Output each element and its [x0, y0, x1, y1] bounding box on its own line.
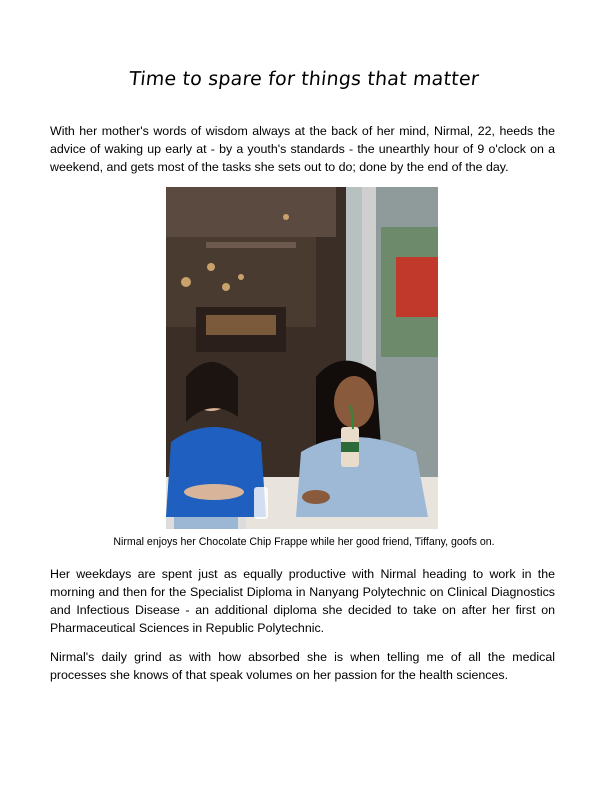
cafe-photo [166, 187, 438, 529]
paragraph-weekdays: Her weekdays are spent just as equally productive with Nirmal heading to work in the morning and then for the Specialist Diploma in Nanyang Polytechnic on Clinical Diagnostics and Infectious Disease - an additional diploma she decided to take on after her first on Pharmaceutical Sciences in Republic Polytechnic. [50, 567, 555, 635]
paragraph-daily-grind: Nirmal's daily grind as with how absorbed she is when telling me of all the medical processes she knows of that speak volumes on her passion for the health sciences. [50, 650, 555, 682]
cafe-photo-illustration [166, 187, 438, 529]
page-title: Time to spare for things that matter [127, 68, 481, 90]
paragraph-intro: With her mother's words of wisdom always at the back of her mind, Nirmal, 22, heeds the advice of waking up early at - by a youth's standards - the unearthly hour of 9 o'clock on a weekend, and gets most of the tasks she sets out to do; done by the end of the day. [50, 124, 555, 174]
photo-caption: Nirmal enjoys her Chocolate Chip Frappe while her good friend, Tiffany, goofs on. [113, 536, 495, 548]
